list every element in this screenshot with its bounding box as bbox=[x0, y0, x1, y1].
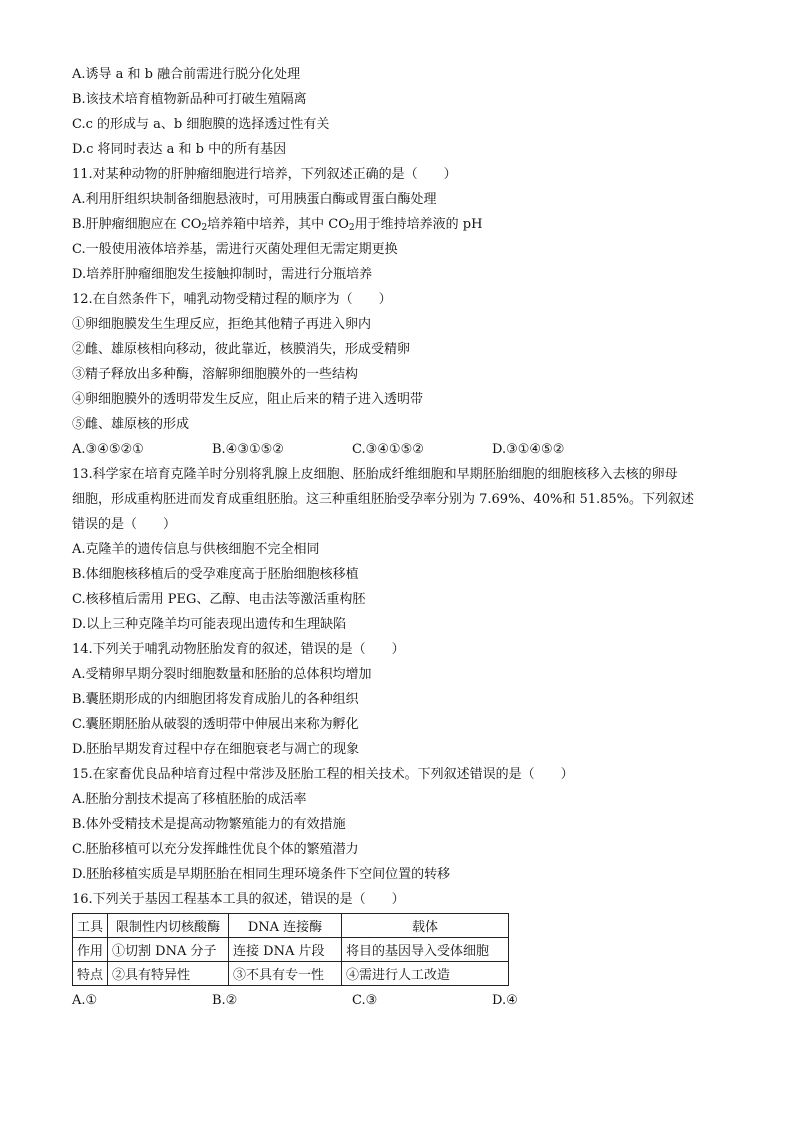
table-header-row bbox=[73, 914, 509, 938]
q10-option-b: B.该技术培育植物新品种可打破生殖隔离 bbox=[72, 92, 307, 107]
q13-stem-line1: 13.科学家在培育克隆羊时分别将乳腺上皮细胞、胚胎成纤维细胞和早期胚胎细胞的细胞核移入去核的卵母 bbox=[72, 467, 678, 482]
q13-stem-line2: 细胞，形成重构胚进而发育成重组胚胎。这三种重组胚胎受孕率分别为 7.69%、40%和 51.85%。下列叙述 bbox=[72, 492, 695, 507]
q16-stem: 16.下列关于基因工程基本工具的叙述，错误的是（ ） bbox=[72, 892, 405, 907]
table-cell: DNA 连接酶 bbox=[229, 914, 342, 938]
q11-option-b-part2: 培养箱中培养，其中 CO bbox=[207, 217, 349, 232]
q12-item: ①卵细胞膜发生生理反应，拒绝其他精子再进入卵内 bbox=[72, 317, 372, 332]
q12-item: ②雌、雄原核相向移动，彼此靠近，核膜消失，形成受精卵 bbox=[72, 342, 411, 357]
gene-tools-table bbox=[72, 913, 509, 986]
q14-option-b: B.囊胚期形成的内细胞团将发育成胎儿的各种组织 bbox=[72, 692, 359, 707]
q12-item: ⑤雌、雄原核的形成 bbox=[72, 417, 190, 432]
q12-item: ③精子释放出多种酶，溶解卵细胞膜外的一些结构 bbox=[72, 367, 359, 382]
q12-option-a: A.③④⑤②① bbox=[72, 442, 144, 457]
q12-option-c: C.③④①⑤② bbox=[352, 442, 424, 457]
subscript-2: 2 bbox=[348, 223, 355, 233]
exam-page bbox=[72, 62, 732, 1013]
q11-option-a: A.利用肝组织块制备细胞悬液时，可用胰蛋白酶或胃蛋白酶处理 bbox=[72, 192, 437, 207]
q14-option-c: C.囊胚期胚胎从破裂的透明带中伸展出来称为孵化 bbox=[72, 717, 359, 732]
q13-option-d: D.以上三种克隆羊均可能表现出遗传和生理缺陷 bbox=[72, 617, 347, 632]
table-cell: ③不具有专一性 bbox=[229, 962, 342, 986]
table-cell: 特点 bbox=[73, 962, 108, 986]
q10-option-d: D.c 将同时表达 a 和 b 中的所有基因 bbox=[72, 142, 287, 157]
table-row bbox=[73, 962, 509, 986]
q16-option-d: D.④ bbox=[492, 993, 518, 1008]
table-cell: ④需进行人工改造 bbox=[342, 962, 509, 986]
table-cell: ①切割 DNA 分子 bbox=[108, 938, 229, 962]
q12-stem: 12.在自然条件下，哺乳动物受精过程的顺序为（ ） bbox=[72, 292, 392, 307]
table-cell: 将目的基因导入受体细胞 bbox=[342, 938, 509, 962]
table-cell: ②具有特异性 bbox=[108, 962, 229, 986]
q13-option-b: B.体细胞核移植后的受孕难度高于胚胎细胞核移植 bbox=[72, 567, 359, 582]
q13-option-a: A.克隆羊的遗传信息与供核细胞不完全相同 bbox=[72, 542, 320, 557]
q12-option-b: B.④③①⑤② bbox=[212, 442, 284, 457]
q11-option-b-part3: 用于维持培养液的 pH bbox=[354, 217, 483, 232]
q11-option-b bbox=[72, 212, 732, 237]
q11-option-d: D.培养肝肿瘤细胞发生接触抑制时，需进行分瓶培养 bbox=[72, 267, 373, 282]
q13-option-c: C.核移植后需用 PEG、乙醇、电击法等激活重构胚 bbox=[72, 592, 366, 607]
q15-option-d: D.胚胎移植实质是早期胚胎在相同生理环境条件下空间位置的转移 bbox=[72, 867, 451, 882]
subscript-2: 2 bbox=[201, 223, 208, 233]
table-cell: 连接 DNA 片段 bbox=[229, 938, 342, 962]
table-cell: 限制性内切核酸酶 bbox=[108, 914, 229, 938]
table-row bbox=[73, 938, 509, 962]
q11-stem: 11.对某种动物的肝肿瘤细胞进行培养，下列叙述正确的是（ ） bbox=[72, 167, 457, 182]
q15-option-b: B.体外受精技术是提高动物繁殖能力的有效措施 bbox=[72, 817, 346, 832]
q15-stem: 15.在家畜优良品种培育过程中常涉及胚胎工程的相关技术。下列叙述错误的是（ ） bbox=[72, 767, 574, 782]
q16-options-row bbox=[72, 988, 732, 1013]
q14-option-d: D.胚胎早期发育过程中存在细胞衰老与凋亡的现象 bbox=[72, 742, 360, 757]
q10-option-a: A.诱导 a 和 b 融合前需进行脱分化处理 bbox=[72, 67, 301, 82]
table-cell: 载体 bbox=[342, 914, 509, 938]
q15-option-c: C.胚胎移植可以充分发挥雌性优良个体的繁殖潜力 bbox=[72, 842, 359, 857]
q14-option-a: A.受精卵早期分裂时细胞数量和胚胎的总体积均增加 bbox=[72, 667, 372, 682]
q15-option-a: A.胚胎分割技术提高了移植胚胎的成活率 bbox=[72, 792, 307, 807]
q11-option-c: C.一般使用液体培养基，需进行灭菌处理但无需定期更换 bbox=[72, 242, 398, 257]
q12-options-row bbox=[72, 437, 732, 462]
q14-stem: 14.下列关于哺乳动物胚胎发育的叙述，错误的是（ ） bbox=[72, 642, 405, 657]
table-cell: 工具 bbox=[73, 914, 108, 938]
q12-option-d: D.③①④⑤② bbox=[492, 442, 565, 457]
table-cell: 作用 bbox=[73, 938, 108, 962]
q16-option-b: B.② bbox=[212, 993, 238, 1008]
q13-stem-line3: 错误的是（ ） bbox=[72, 517, 177, 532]
q12-item: ④卵细胞膜外的透明带发生反应，阻止后来的精子进入透明带 bbox=[72, 392, 424, 407]
q16-option-a: A.① bbox=[72, 993, 98, 1008]
q11-option-b-part1: B.肝肿瘤细胞应在 CO bbox=[72, 217, 202, 232]
q16-option-c: C.③ bbox=[352, 993, 378, 1008]
q10-option-c: C.c 的形成与 a、b 细胞膜的选择透过性有关 bbox=[72, 117, 330, 132]
